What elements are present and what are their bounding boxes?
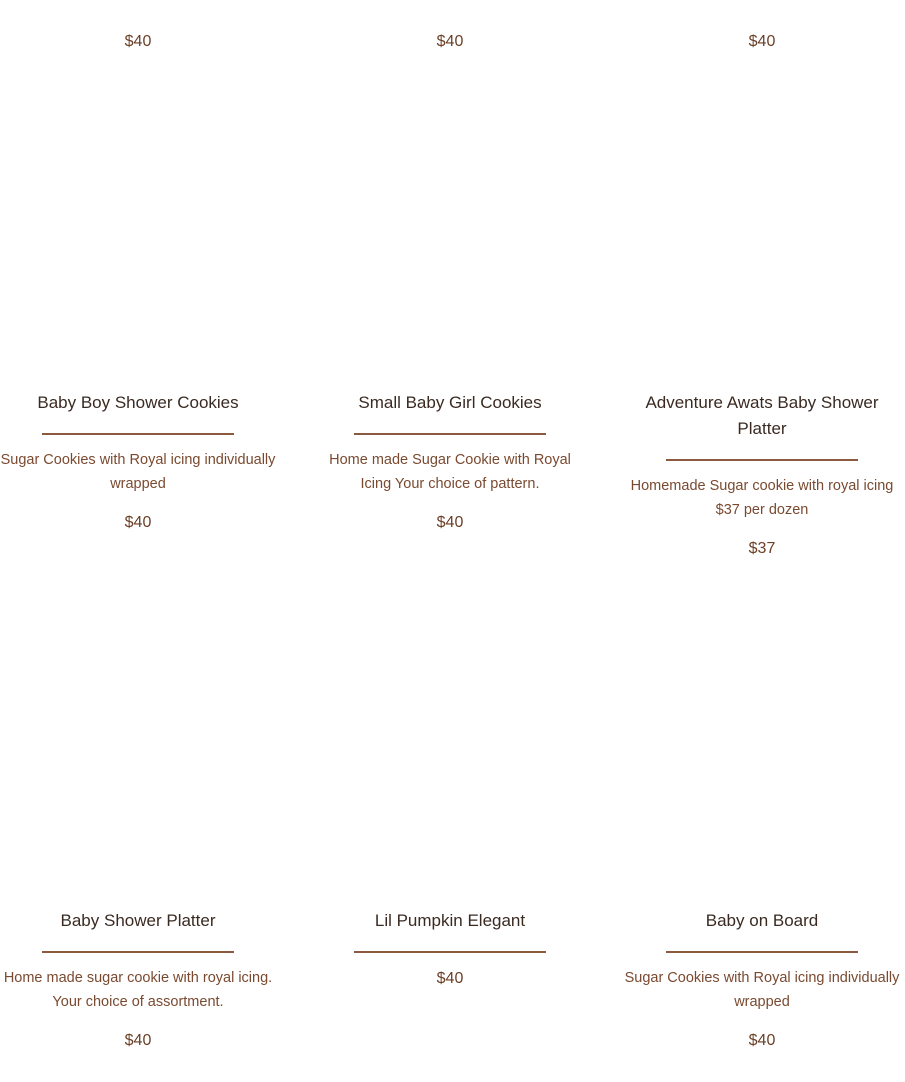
title-divider [354,433,546,435]
title-divider [42,951,234,953]
product-price [0,32,288,52]
product-price: $40 [124,1032,152,1049]
product-title[interactable]: Baby on Board [705,911,819,930]
product-description: Sugar Cookies with Royal icing individually wrapped [624,970,900,1010]
product-description: Homemade Sugar cookie with royal icing $37 per dozen [630,478,894,518]
product-description: Home made sugar cookie with royal icing. Your choice of assortment. [3,970,273,1010]
price-label: $40 [436,33,464,50]
product-price [300,32,600,52]
product-card [300,390,600,533]
product-image[interactable] [300,70,600,370]
product-title[interactable]: Baby Boy Shower Cookies [37,393,239,412]
product-card [0,908,288,1051]
product-image[interactable] [300,590,600,890]
product-price: $40 [436,970,464,987]
product-image[interactable] [0,70,288,370]
product-title[interactable]: Small Baby Girl Cookies [358,393,542,412]
product-title[interactable]: Baby Shower Platter [60,911,216,930]
price-label: $40 [748,33,776,50]
product-price: $40 [748,1032,776,1049]
price-label: $40 [124,33,152,50]
product-description: Home made Sugar Cookie with Royal Icing Your choice of pattern. [329,452,571,492]
product-card [612,908,905,1051]
title-divider [42,433,234,435]
product-card [0,390,288,533]
product-card [612,390,905,559]
product-image[interactable] [612,70,905,370]
product-image[interactable] [612,590,905,890]
title-divider [354,951,546,953]
product-image[interactable] [0,590,288,890]
product-title[interactable]: Lil Pumpkin Elegant [374,911,526,930]
product-price: $37 [748,540,776,557]
product-description: Sugar Cookies with Royal icing individually wrapped [0,452,276,492]
title-divider [666,459,858,461]
product-price: $40 [124,514,152,531]
title-divider [666,951,858,953]
product-card [300,908,600,989]
product-price: $40 [436,514,464,531]
product-title[interactable]: Adventure Awats Baby Shower Platter [645,393,879,438]
product-price [612,32,905,52]
